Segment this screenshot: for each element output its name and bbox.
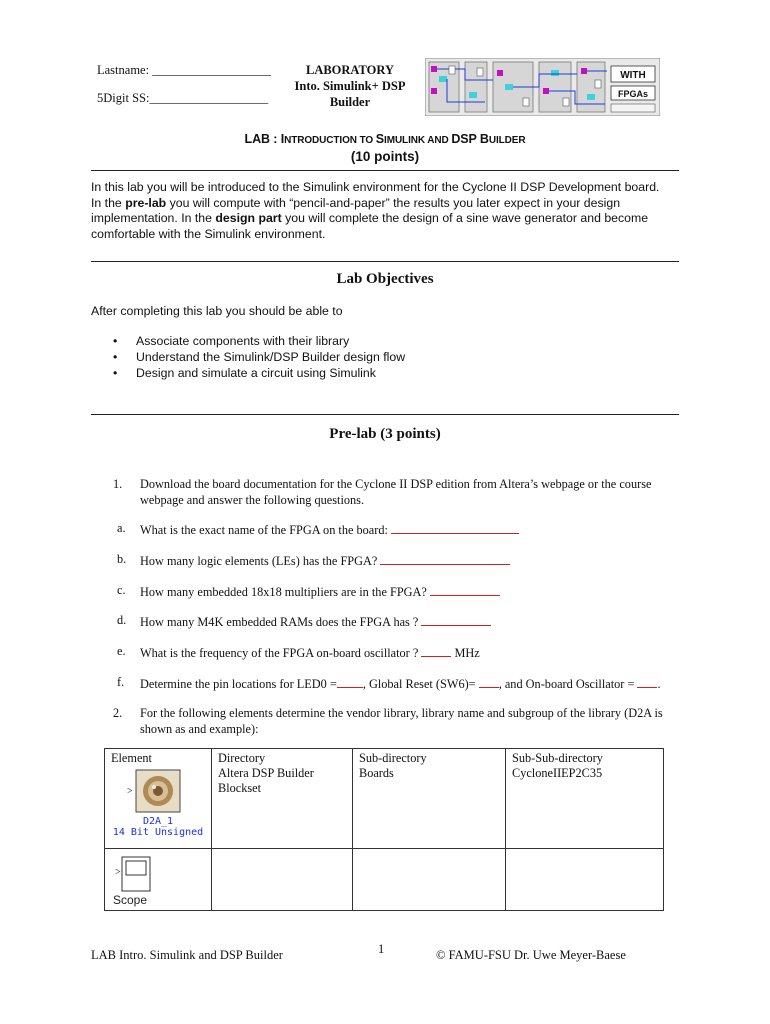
table-cell-empty[interactable] [353,849,506,911]
ss-field[interactable]: 5Digit SS:___________________ [97,91,269,105]
question-1c: c. How many embedded 18x18 multipliers are in the FPGA? [0,583,770,599]
answer-blank-a[interactable] [391,521,519,534]
scope-block-label: Scope [113,893,148,907]
title-rest-3: UILDER [488,135,526,146]
title-rest-1: NTRODUCTION TO [284,135,376,146]
lab-title [0,132,770,146]
question-1b: b. How many logic elements (LEs) has the FPGA? [0,552,770,568]
answer-blank-e[interactable] [421,644,451,657]
table-row [105,749,664,849]
answer-blank-reset[interactable] [479,675,499,688]
answer-blank-b[interactable] [380,552,510,565]
title-dsp-b: DSP B [451,132,489,146]
lastname-field[interactable]: Lastname: ___________________ [97,63,271,77]
student-info [97,62,271,106]
table-cell-element [105,749,212,849]
list-item: • Design and simulate a circuit using Simulink [113,366,376,380]
question-1f: f. Determine the pin locations for LED0 = , Global Reset (SW6)= , and On-board Oscillator = . [117,675,661,691]
chevron-right-icon: > [115,867,121,878]
scope-block[interactable] [121,856,151,892]
objectives-list [113,333,405,381]
header-element: Element [111,751,152,765]
lab-points: (10 points) [350,149,420,164]
lab-header [280,62,420,110]
table-cell-element [105,849,212,911]
answer-blank-led0[interactable] [337,675,363,688]
list-item: • Associate components with their library [113,334,350,348]
list-item: • Understand the Simulink/DSP Builder design flow [113,350,406,364]
answer-blank-c[interactable] [430,583,500,596]
logo-text-with: WITH [620,70,646,81]
d2a-block-label: D2A_1 14 Bit Unsigned [112,816,204,838]
title-prefix: LAB : [244,132,281,146]
page-number: 1 [378,942,385,956]
intro-line-2: In the pre-lab you will compute with “pencil-and-paper” the results you later expect in your design [91,195,621,210]
scope-block-icon [121,856,151,892]
d2a-block-icon [135,769,181,813]
question-1a: a. What is the exact name of the FPGA on the board: [0,521,770,537]
footer-title: LAB Intro. Simulink and DSP Builder [91,948,283,962]
objectives-intro: After completing this lab you should be able to [91,304,343,318]
divider [91,261,679,262]
title-rest-2: IMULINK AND [384,135,452,146]
library-table [104,748,664,911]
table-cell-directory: Directory Altera DSP Builder Blockset [212,749,353,849]
title-cap-s: S [375,132,385,146]
table-cell-subdirectory: Sub-directory Boards [353,749,506,849]
answer-blank-osc[interactable] [637,675,657,688]
table-row [105,849,664,911]
question-1d: d. How many M4K embedded RAMs does the FPGA has ? [0,613,770,629]
objectives-heading: Lab Objectives [336,271,434,287]
dsp-fpga-logo [425,58,660,116]
d2a-block[interactable] [135,769,181,813]
title-cap-i: I [280,132,285,146]
circuit-logo-icon [425,58,660,116]
intro-line-3: implementation. In the design part you will complete the design of a sine wave generator and become [91,211,649,225]
answer-blank-d[interactable] [421,613,491,626]
header-subdirectory: Sub-directory [359,751,427,765]
divider [91,414,679,415]
chevron-right-icon: > [127,786,133,797]
question-1e: e. What is the frequency of the FPGA on-board oscillator ? MHz [117,644,480,660]
table-cell-subsubdirectory: Sub-Sub-directory CycloneIIEP2C35 [506,749,664,849]
prelab-heading: Pre-lab (3 points) [329,426,441,442]
header-directory: Directory [218,751,266,765]
intro-line-4: comfortable with the Simulink environment. [91,226,326,241]
lab-header-line2: Into. Simulink+ DSP [294,79,406,93]
table-cell-empty[interactable] [212,849,353,911]
lab-header-line1: LABORATORY [305,63,394,77]
question-1: 1. Download the board documentation for the Cyclone II DSP edition from Altera’s webpage or the course webpage and answer the following questions. [113,477,652,507]
question-2: 2. For the following elements determine the vendor library, library name and subgroup of the library (D2A is shown as and example): [113,706,663,736]
header-subsubdirectory: Sub-Sub-directory [512,751,603,765]
intro-paragraph [91,180,681,242]
lab-header-line3: Builder [329,95,371,109]
intro-line-1: In this lab you will be introduced to the Simulink environment for the Cyclone II DSP Development board. [91,180,660,194]
divider [91,170,679,171]
logo-text-fpgas: FPGAs [617,89,649,99]
footer-copyright: © FAMU-FSU Dr. Uwe Meyer-Baese [436,948,626,962]
table-cell-empty[interactable] [506,849,664,911]
